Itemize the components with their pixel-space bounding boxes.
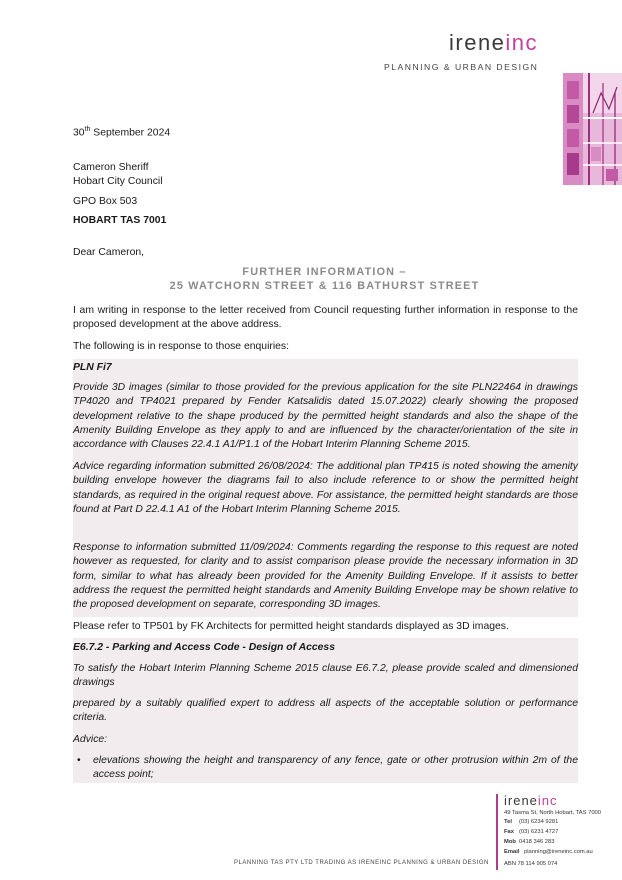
footer-mob: Mob 0418 346 283 (504, 839, 555, 845)
footer-abn: ABN 78 114 905 074 (504, 861, 558, 867)
salutation: Dear Cameron, (73, 247, 145, 258)
recipient-name: Cameron Sheriff (73, 162, 149, 173)
section1-request: Provide 3D images (similar to those provided for the previous application for the site PLN22464 in drawings TP4020 and TP4021 prepared by Fender Katsalidis dated 15.07.2022) clearly showing the proposed development relative to the shape produced by the permitted height standards and also the shape of the Amenity Building Envelope as they apply to and are influenced by the character/orientation of the site in accordance with Clauses 22.4.1 A1/P1.1 of the Hobart Interim Planning Scheme 2015. (73, 382, 578, 451)
footer-fax: Fax (03) 6231 4727 (504, 829, 559, 835)
section1-reply: Please refer to TP501 by FK Architects for permitted height standards displayed as 3D images. (73, 621, 509, 632)
letter-date: 30th September 2024 (73, 126, 171, 139)
brand-name-part2: inc (505, 30, 539, 55)
section2-p1: To satisfy the Hobart Interim Planning Scheme 2015 clause E6.7.2, please provide scaled and dimensioned drawings (73, 663, 578, 689)
footer-brand: ireneinc (504, 793, 558, 808)
brand-name-part1: irene (449, 30, 506, 55)
section2-bullet1: elevations showing the height and transparency of any fence, gate or other protrusion within 2m of the access point; (93, 755, 578, 781)
recipient-city: HOBART TAS 7001 (73, 215, 167, 226)
section2-title: E6.7.2 - Parking and Access Code - Design of Access (73, 642, 335, 653)
brand-logo (449, 30, 538, 56)
recipient-box: GPO Box 503 (73, 196, 138, 207)
footer-email[interactable]: Email planning@ireneinc.com.au (504, 849, 593, 855)
architectural-photo-icon (563, 73, 622, 185)
brand-tagline: PLANNING & URBAN DESIGN (384, 62, 539, 72)
bullet-icon: • (77, 755, 81, 766)
section2-p2: prepared by a suitably qualified expert to address all aspects of the acceptable solution or performance criteria. (73, 698, 578, 724)
footer-company: PLANNING TAS PTY LTD TRADING AS IRENEINC PLANNING & URBAN DESIGN (234, 860, 489, 866)
section1-title: PLN Fi7 (73, 362, 112, 373)
section2-advice-label: Advice: (73, 734, 108, 745)
heading-line1: FURTHER INFORMATION – (242, 266, 407, 278)
section1-response: Response to information submitted 11/09/2024: Comments regarding the response to this request are noted however as requested, for clarity and to assist comparison please provide the necessary information in 3D form, similar to what has already been provided for the Amenity Building Envelope. If it assists to better address the request the permitted height standards and Amenity Building Envelope may be shown relative to the proposed development on separate, corresponding 3D images. (73, 542, 578, 611)
intro-paragraph: I am writing in response to the letter received from Council requesting further information in response to the proposed development at the above address. (73, 305, 578, 331)
footer-address: 49 Tasma St, North Hobart, TAS 7000 (504, 810, 601, 816)
recipient-org: Hobart City Council (73, 176, 163, 187)
footer-divider (496, 794, 498, 870)
footer-tel: Tel (03) 6234 9281 (504, 819, 559, 825)
section1-advice: Advice regarding information submitted 26/08/2024: The additional plan TP415 is noted showing the amenity building envelope however the diagrams fail to also include reference to or show the permitted height standards, as required in the original request above. For assistance, the permitted height standards are those found at Part D 22.4.1 A1 of the Hobart Interim Planning Scheme 2015. (73, 461, 578, 515)
heading-line2: 25 WATCHORN STREET & 116 BATHURST STREET (169, 280, 480, 292)
following-paragraph: The following is in response to those enquiries: (73, 341, 290, 352)
